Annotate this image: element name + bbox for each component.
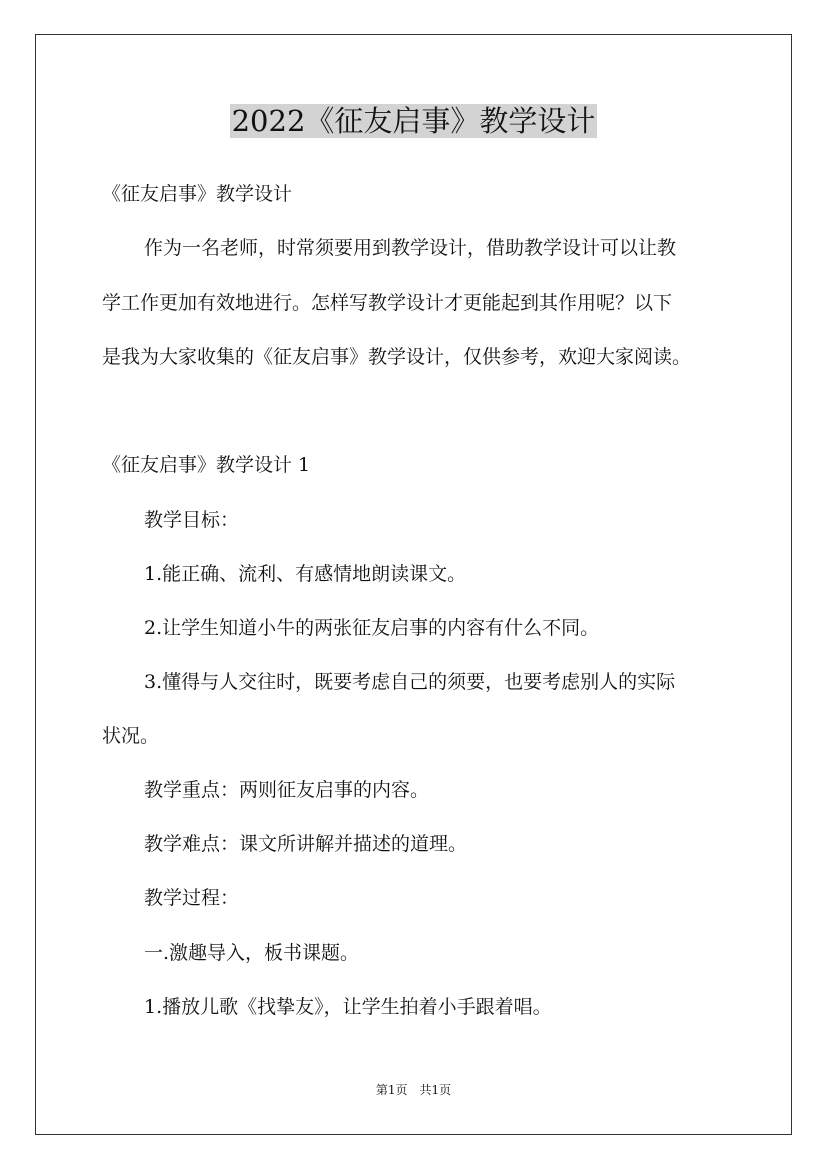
document-title-text: 2022《征友启事》教学设计	[231, 104, 596, 138]
body-line-9: 一.激趣导入，板书课题。	[144, 942, 360, 964]
document-title	[0, 101, 827, 141]
document-subtitle: 《征友启事》教学设计	[102, 183, 293, 205]
body-line-5: 状况。	[102, 725, 160, 747]
body-line-6: 教学重点：两则征友启事的内容。	[144, 779, 430, 801]
body-line-3: 2.让学生知道小牛的两张征友启事的内容有什么不同。	[144, 617, 600, 639]
intro-line-3: 是我为大家收集的《征友启事》教学设计，仅供参考，欢迎大家阅读。	[102, 346, 692, 368]
body-line-10: 1.播放儿歌《找挚友》，让学生拍着小手跟着唱。	[144, 996, 552, 1018]
body-line-7: 教学难点：课文所讲解并描述的道理。	[144, 833, 468, 855]
body-line-1: 教学目标：	[144, 509, 240, 531]
body-line-2: 1.能正确、流利、有感情地朗读课文。	[144, 563, 467, 585]
section-heading: 《征友启事》教学设计 1	[102, 454, 311, 476]
body-line-8: 教学过程：	[144, 887, 240, 909]
intro-line-2: 学工作更加有效地进行。怎样写教学设计才更能起到其作用呢？以下	[102, 292, 673, 314]
intro-line-1: 作为一名老师，时常须要用到教学设计，借助教学设计可以让教	[144, 237, 677, 259]
body-line-4: 3.懂得与人交往时，既要考虑自己的须要，也要考虑别人的实际	[144, 671, 676, 693]
page-footer: 第1页 共1页	[375, 1083, 452, 1097]
